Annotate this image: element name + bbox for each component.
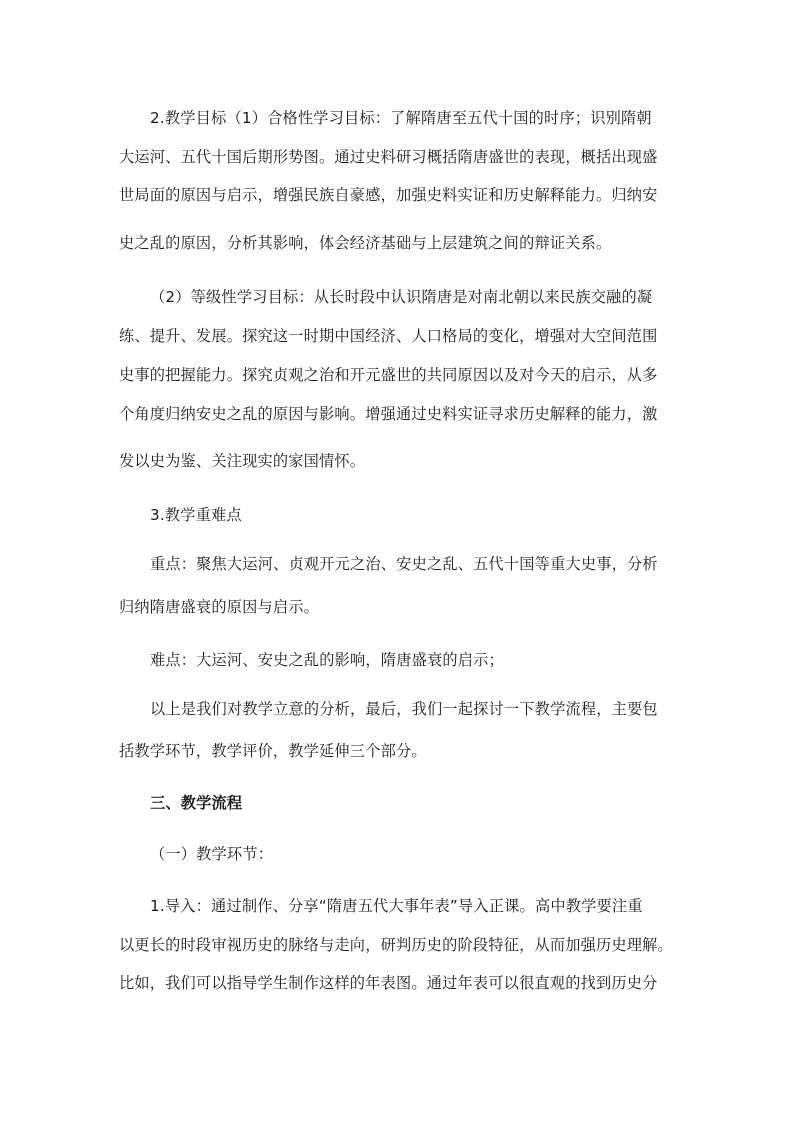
paragraph-line: 发以史为鉴、关注现实的家国情怀。 bbox=[119, 452, 366, 470]
paragraph-line: 史之乱的原因，分析其影响，体会经济基础与上层建筑之间的辩证关系。 bbox=[119, 234, 612, 252]
subsection-heading: （一）教学环节： bbox=[150, 845, 274, 863]
paragraph-line: 难点：大运河、安史之乱的影响，隋唐盛衰的启示； bbox=[150, 651, 504, 669]
paragraph-line: 归纳隋唐盛衰的原因与启示。 bbox=[119, 598, 320, 616]
section-heading: 3.教学重难点 bbox=[150, 506, 242, 524]
paragraph-line: 以更长的时段审视历史的脉络与走向，研判历史的阶段特征，从而加强历史理解。 bbox=[119, 936, 673, 954]
paragraph-line: 比如，我们可以指导学生制作这样的年表图。通过年表可以很直观的找到历史分 bbox=[119, 974, 658, 992]
paragraph-line: 2.教学目标（1）合格性学习目标：了解隋唐至五代十国的时序；识别隋朝 bbox=[150, 109, 652, 127]
paragraph-line: 括教学环节，教学评价，教学延伸三个部分。 bbox=[119, 742, 427, 760]
paragraph-line: 大运河、五代十国后期形势图。通过史料研习概括隋唐盛世的表现，概括出现盛 bbox=[119, 148, 658, 166]
section-heading: 三、教学流程 bbox=[150, 794, 243, 812]
paragraph-line: 1.导入：通过制作、分享“隋唐五代大事年表”导入正课。高中教学要注重 bbox=[150, 897, 643, 915]
paragraph-line: 重点：聚焦大运河、贞观开元之治、安史之乱、五代十国等重大史事，分析 bbox=[150, 555, 658, 573]
paragraph-line: 个角度归纳安史之乱的原因与影响。增强通过史料实证寻求历史解释的能力，激 bbox=[119, 405, 658, 423]
paragraph-line: 史事的把握能力。探究贞观之治和开元盛世的共同原因以及对今天的启示，从多 bbox=[119, 366, 658, 384]
paragraph-line: 世局面的原因与启示，增强民族自豪感，加强史料实证和历史解释能力。归纳安 bbox=[119, 186, 658, 204]
paragraph-line: 以上是我们对教学立意的分析，最后，我们一起探讨一下教学流程，主要包 bbox=[150, 700, 658, 718]
paragraph-line: （2）等级性学习目标：从长时段中认识隋唐是对南北朝以来民族交融的凝 bbox=[150, 288, 653, 306]
paragraph-line: 练、提升、发展。探究这一时期中国经济、人口格局的变化，增强对大空间范围 bbox=[119, 327, 658, 345]
